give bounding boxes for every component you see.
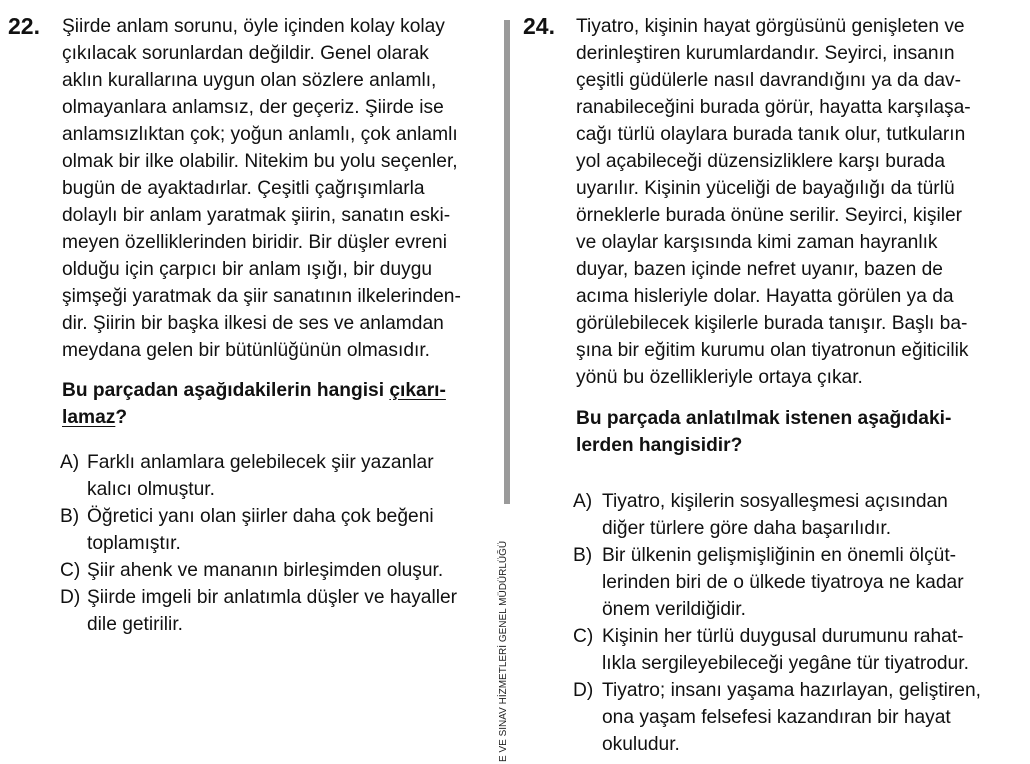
option-text: Öğretici yanı olan şiirler daha çok beğeni: [87, 506, 434, 527]
passage-line: anlamsızlıktan çok; yoğun anlamlı, çok anlamlı: [62, 124, 458, 145]
stem-underlined-text: lamaz: [62, 407, 116, 428]
question-22-number: 22.: [8, 13, 40, 39]
option-text: Farklı anlamlara gelebilecek şiir yazanlar: [87, 452, 434, 473]
option-letter: D): [60, 587, 81, 608]
passage-line: yönü bu özellikleriyle ortaya çıkar.: [576, 367, 863, 388]
option-d[interactable]: [573, 677, 1016, 758]
stem-text: Bu parçada anlatılmak istenen aşağıdaki-: [576, 408, 952, 429]
passage-line: olmak bir ilke olabilir. Nitekim bu yolu seçenler,: [62, 151, 458, 172]
option-text: önem verildiğidir.: [602, 599, 746, 620]
passage-line: ranabileceğini burada görür, hayatta karşılaşa-: [576, 97, 971, 118]
option-b[interactable]: [60, 503, 502, 557]
passage-line: uyarılır. Kişinin yüceliği de bayağılığı da türlü: [576, 178, 955, 199]
option-letter: B): [60, 506, 80, 527]
passage-line: şimşeği yaratmak da şiir sanatının ilkelerinden-: [62, 286, 461, 307]
passage-line: olduğu için çarpıcı bir anlam ışığı, bir duygu: [62, 259, 433, 280]
option-text: dile getirilir.: [87, 614, 183, 635]
option-text: lıkla sergileyebileceği yegâne tür tiyatrodur.: [602, 653, 969, 674]
passage-line: çeşitli güdülerle nasıl davrandığını ya da dav-: [576, 70, 962, 91]
side-label: E VE SINAV HİZMETLERİ GENEL MÜDÜRLÜĞÜ: [498, 540, 509, 762]
option-text: kalıcı olmuştur.: [87, 479, 215, 500]
option-c[interactable]: [60, 557, 502, 584]
question-22-options: [60, 449, 502, 638]
passage-line: acıma hisleriyle dolar. Hayatta görülen ya da: [576, 286, 954, 307]
option-text: Bir ülkenin gelişmişliğinin en önemli ölçüt-: [602, 545, 957, 566]
stem-text: lerden hangisidir?: [576, 435, 743, 456]
question-24-number: 24.: [523, 13, 555, 39]
passage-line: meyen özelliklerinden biridir. Bir düşler evreni: [62, 232, 447, 253]
passage-line: dir. Şiirin bir başka ilkesi de ses ve anlamdan: [62, 313, 444, 334]
option-text: lerinden biri de o ülkede tiyatroya ne kadar: [602, 572, 964, 593]
question-24-options: [573, 488, 1016, 758]
passage-line: dolaylı bir anlam yaratmak şiirin, sanatın eski-: [62, 205, 451, 226]
option-letter: D): [573, 680, 594, 701]
passage-line: çıkılacak sorunlardan değildir. Genel olarak: [62, 43, 429, 64]
option-text: Tiyatro, kişilerin sosyalleşmesi açısından: [602, 491, 948, 512]
option-a[interactable]: [60, 449, 502, 503]
option-letter: C): [60, 560, 81, 581]
option-letter: B): [573, 545, 593, 566]
passage-line: yol açabileceği düzensizliklere karşı burada: [576, 151, 946, 172]
passage-line: Tiyatro, kişinin hayat görgüsünü genişleten ve: [576, 16, 965, 37]
passage-line: olmayanlara anlamsız, der geçeriz. Şiirde ise: [62, 97, 444, 118]
passage-line: örneklerle burada önüne serilir. Seyirci, kişiler: [576, 205, 963, 226]
passage-line: görülebilecek kişilerle burada tanışır. Başlı ba-: [576, 313, 968, 334]
option-c[interactable]: [573, 623, 1016, 677]
option-a[interactable]: [573, 488, 1016, 542]
passage-line: bugün de ayaktadırlar. Çeşitli çağrışımlarla: [62, 178, 425, 199]
passage-line: ve olaylar karşısında kimi zaman hayranlık: [576, 232, 938, 253]
column-divider: [504, 20, 510, 504]
option-text: Şiirde imgeli bir anlatımla düşler ve hayaller: [87, 587, 458, 608]
passage-line: meydana gelen bir bütünlüğünün olmasıdır.: [62, 340, 431, 361]
option-text: Şiir ahenk ve mananın birleşimden oluşur.: [87, 560, 444, 581]
option-text: diğer türlere göre daha başarılıdır.: [602, 518, 892, 539]
option-letter: C): [573, 626, 594, 647]
option-text: okuludur.: [602, 734, 680, 755]
option-text: Kişinin her türlü duygusal durumunu rahat-: [602, 626, 964, 647]
option-b[interactable]: [573, 542, 1016, 623]
option-d[interactable]: [60, 584, 502, 638]
question-24-stem: [576, 405, 1016, 459]
option-text: toplamıştır.: [87, 533, 181, 554]
passage-line: derinleştiren kurumlardandır. Seyirci, insanın: [576, 43, 955, 64]
question-24-passage: [576, 13, 1016, 391]
stem-underlined-text: çıkarı-: [389, 380, 446, 401]
passage-line: aklın kurallarına uygun olan sözlere anlamlı,: [62, 70, 437, 91]
passage-line: duyar, bazen içinde nefret uyanır, bazen de: [576, 259, 943, 280]
option-text: Tiyatro; insanı yaşama hazırlayan, geliştiren,: [602, 680, 981, 701]
stem-text: ?: [115, 407, 128, 428]
passage-line: Şiirde anlam sorunu, öyle içinden kolay kolay: [62, 16, 445, 37]
stem-text: Bu parçadan aşağıdakilerin hangisi: [62, 380, 390, 401]
passage-line: cağı türlü olaylara burada tanık olur, tutkuların: [576, 124, 966, 145]
question-22: [62, 13, 502, 638]
question-22-passage: [62, 13, 502, 364]
question-24: [573, 13, 1016, 758]
question-22-stem: [62, 377, 502, 431]
option-letter: A): [60, 452, 80, 473]
option-text: ona yaşam felsefesi kazandıran bir hayat: [602, 707, 951, 728]
option-letter: A): [573, 491, 593, 512]
passage-line: şına bir eğitim kurumu olan tiyatronun eğiticilik: [576, 340, 969, 361]
